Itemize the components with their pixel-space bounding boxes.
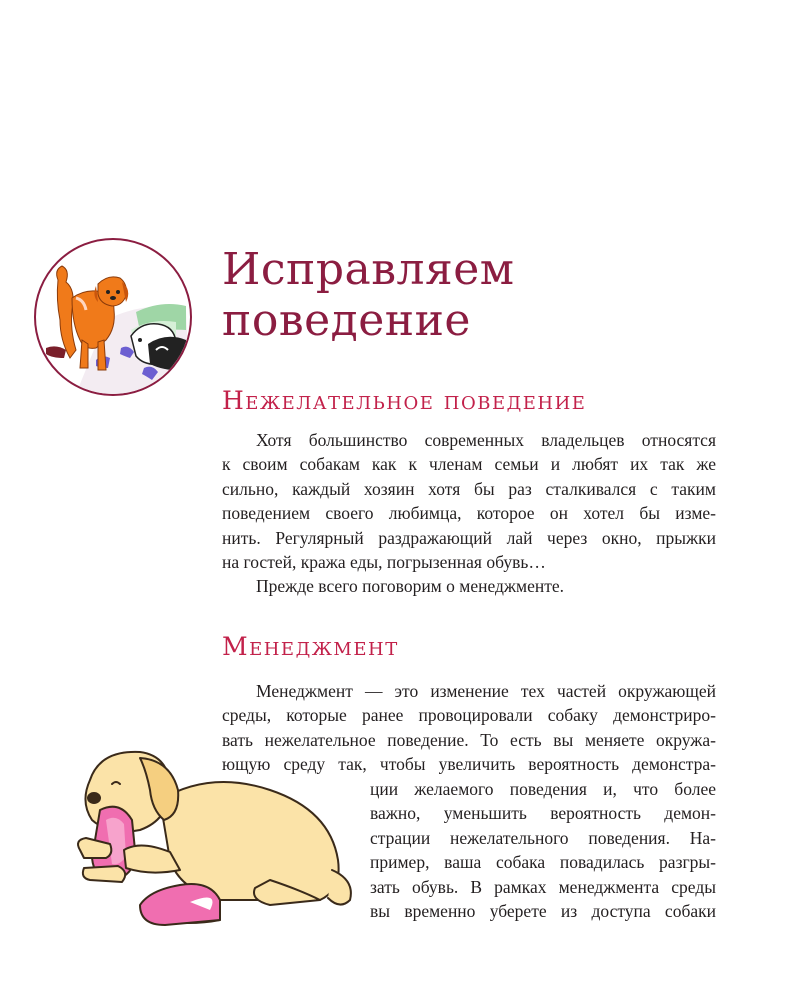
text-line: Прежде всего поговорим о менеджменте. [256, 576, 564, 597]
text-line: Менеджмент — это изменение тех частей окружающей [256, 681, 716, 701]
text-line: на гостей, кража еды, погрызенная обувь… [222, 552, 546, 573]
text-line: ции желаемого поведения и, что более [370, 779, 716, 799]
text-line: пример, ваша собака повадилась разгры- [370, 852, 716, 873]
title-line-2: поведение [222, 295, 471, 346]
section-heading-management: Менеджмент [222, 632, 399, 661]
title-line-1: Исправляем [222, 244, 515, 295]
text-line: среды, которые ранее провоцировали собаку демонстриро- [222, 705, 716, 726]
page-title [222, 244, 514, 346]
section-2-text-wrapped [370, 777, 716, 923]
section-heading-unwanted-behavior: Нежелательное поведение [222, 386, 587, 415]
dogs-illustration-icon [34, 238, 192, 396]
dog-chewing-slipper-icon [70, 740, 360, 930]
text-line: вы временно уберете из доступа собаки [370, 901, 716, 922]
section-1-text [222, 428, 716, 599]
text-line: страции нежелательного поведения. На- [370, 827, 716, 848]
text-line: сильно, каждый хозяин хотя бы раз сталкивался с таким [222, 478, 716, 499]
text-line: вать нежелательное поведение. То есть вы меняете окружа- [222, 729, 716, 750]
text-line: к своим собакам как к членам семьи и любят их так же [222, 454, 716, 475]
text-line: зать обувь. В рамках менеджмента среды [370, 876, 716, 897]
text-line: ющую среду так, чтобы увеличить вероятность демонстра- [222, 754, 716, 775]
text-line: важно, уменьшить вероятность демон- [370, 803, 716, 824]
text-line: нить. Регулярный раздражающий лай через окно, прыжки [222, 527, 716, 548]
text-line: поведением своего любимца, которое он хотел бы изме- [222, 503, 716, 524]
text-line: Хотя большинство современных владельцев относятся [256, 430, 716, 450]
